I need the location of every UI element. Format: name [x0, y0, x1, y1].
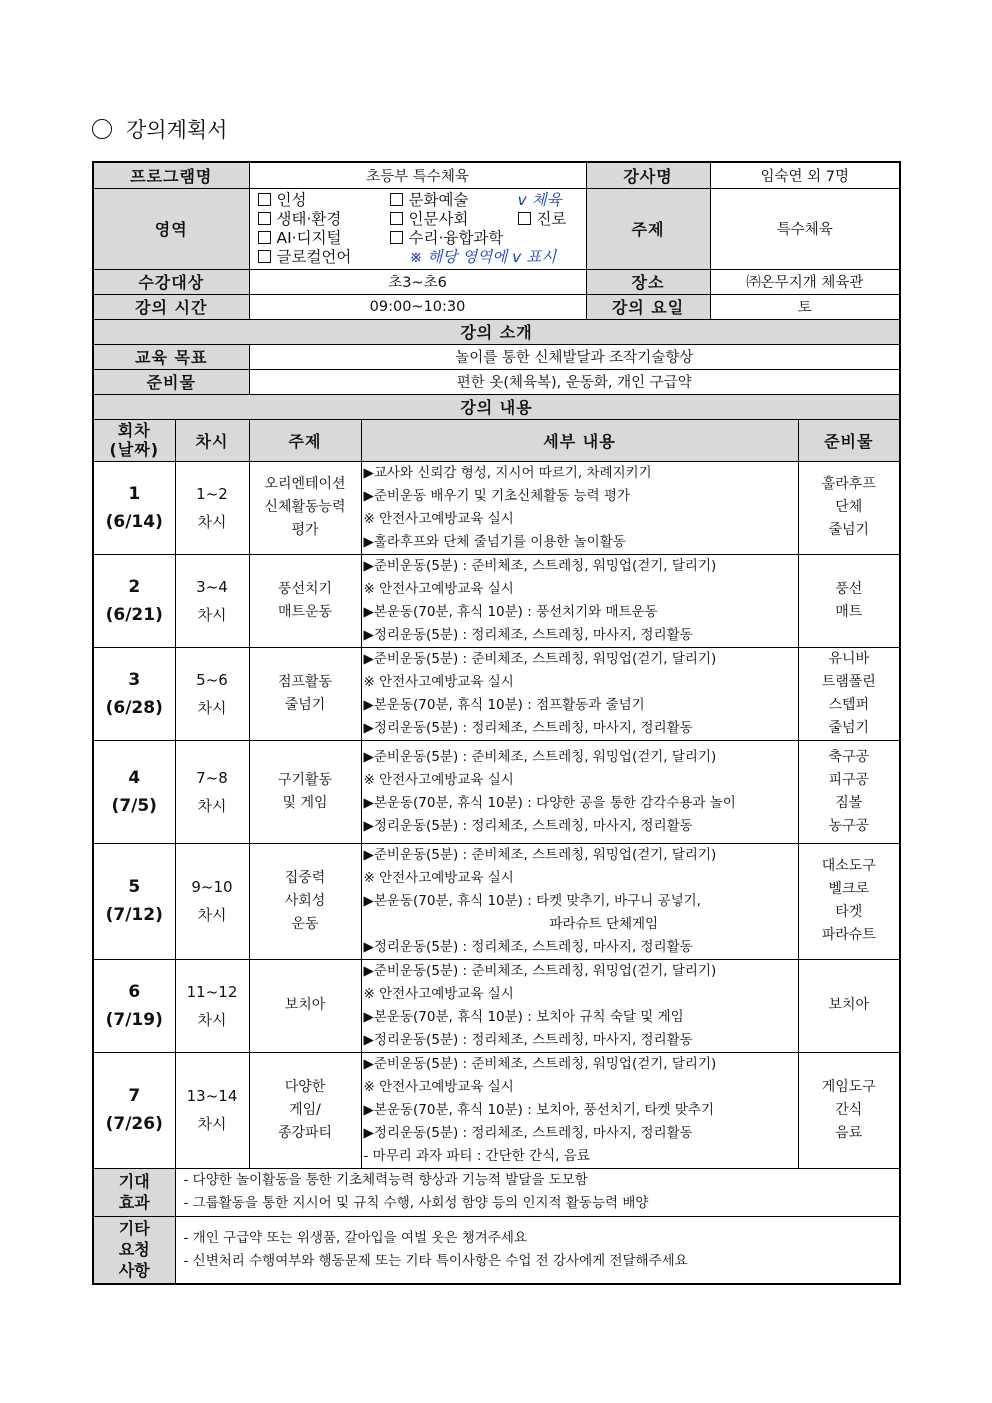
detail-line: ▶준비운동 배우기 및 기초신체활동 능력 평가: [363, 487, 631, 504]
session-number: 3: [128, 669, 141, 690]
detail-cell: [361, 1052, 798, 1168]
detail-line: ▶준비운동(5분) : 준비체조, 스트레칭, 워밍업(걷기, 달리기): [363, 1055, 717, 1072]
period-cell: [175, 959, 249, 1052]
session-cell: [93, 554, 175, 647]
supplies-label: 준비물: [93, 369, 249, 394]
topic-cell: [249, 1052, 361, 1168]
detail-line: ▶교사와 신뢰감 형성, 지시어 따르기, 차례지키기: [363, 464, 652, 481]
topic-line: 구기활동: [277, 771, 333, 788]
area-checklist: [249, 188, 586, 269]
material-item: 풍선: [835, 580, 863, 597]
session-cell: [93, 843, 175, 959]
session-date: (7/19): [105, 1009, 163, 1030]
detail-line: ▶정리운동(5분) : 정리체조, 스트레칭, 마사지, 정리활동: [363, 1124, 693, 1141]
period-unit: 차시: [197, 698, 227, 717]
period-range: 1~2: [196, 484, 228, 503]
topic-cell: [249, 647, 361, 740]
requests-label-line: 요청: [118, 1240, 150, 1260]
detail-cell: [361, 959, 798, 1052]
effects-label-line: 기대: [118, 1172, 150, 1191]
topic-line: 매트운동: [277, 603, 333, 620]
session-number: 5: [128, 877, 141, 897]
checkbox-icon: [390, 212, 403, 225]
topic-line: 다양한: [284, 1078, 326, 1095]
circle-bullet-icon: [92, 119, 112, 139]
period-unit: 차시: [197, 605, 227, 624]
session-cell: [93, 647, 175, 740]
requests-label-line: 사항: [118, 1261, 150, 1281]
topic-cell: [249, 843, 361, 959]
document-title: [92, 114, 227, 144]
detail-line: ▶준비운동(5분) : 준비체조, 스트레칭, 워밍업(걷기, 달리기): [363, 557, 717, 574]
time-value: 09:00~10:30: [249, 294, 586, 319]
detail-line: ▶정리운동(5분) : 정리체조, 스트레칭, 마사지, 정리활동: [363, 626, 693, 643]
area-item: 진로: [536, 209, 567, 228]
session-number: 7: [128, 1086, 141, 1106]
material-item: 피구공: [828, 771, 870, 788]
detail-cell: [361, 843, 798, 959]
instructor-value: 임숙연 외 7명: [710, 162, 900, 188]
period-unit: 차시: [197, 1115, 227, 1133]
session-date: (7/26): [105, 1114, 163, 1134]
topic-header: 주제: [249, 419, 361, 461]
area-item-checked: v 체육: [517, 190, 562, 209]
effects-label-line: 효과: [118, 1193, 150, 1212]
program-value: 초등부 특수체육: [249, 162, 586, 188]
material-item: 게임도구: [821, 1078, 876, 1095]
topic-line: 풍선치기: [277, 580, 333, 597]
day-label: 강의 요일: [586, 294, 710, 319]
subject-value: 특수체육: [710, 188, 900, 269]
session-row: [93, 461, 900, 554]
period-cell: [175, 843, 249, 959]
topic-line: 사회성: [284, 892, 326, 909]
topic-line: 게임/: [289, 1101, 321, 1118]
topic-line: 점프활동: [277, 673, 333, 690]
material-item: 대소도구: [821, 858, 876, 874]
topic-line: 종강파티: [277, 1124, 333, 1141]
material-item: 축구공: [828, 748, 870, 765]
detail-line: ▶준비운동(5분) : 준비체조, 스트레칭, 워밍업(걷기, 달리기): [363, 962, 717, 979]
detail-line: ※ 안전사고예방교육 실시: [363, 985, 514, 1002]
materials-cell: [798, 554, 900, 647]
topic-line: 신체활동능력: [264, 499, 346, 515]
session-cell: [93, 740, 175, 843]
checkbox-icon: [258, 231, 271, 244]
topic-line: 및 게임: [282, 794, 328, 811]
material-item: 스텝퍼: [828, 696, 870, 713]
material-item: 간식: [835, 1101, 863, 1118]
requests-content: [175, 1216, 900, 1284]
material-item: 보치아: [828, 997, 870, 1013]
topic-cell: [249, 461, 361, 554]
materials-header: 준비물: [798, 419, 900, 461]
material-item: 단체: [835, 499, 863, 515]
topic-line: 운동: [291, 915, 319, 932]
session-row: [93, 843, 900, 959]
detail-cell: [361, 461, 798, 554]
requests-line: - 개인 구급약 또는 위생품, 갈아입을 여벌 옷은 챙겨주세요: [183, 1229, 527, 1246]
period-cell: [175, 647, 249, 740]
session-number: 2: [128, 576, 141, 597]
period-range: 7~8: [196, 768, 228, 787]
session-cell: [93, 461, 175, 554]
area-item: 인문사회: [408, 209, 469, 228]
intro-section-header: 강의 소개: [93, 319, 900, 344]
place-label: 장소: [586, 269, 710, 294]
detail-line: 파라슈트 단체게임: [549, 915, 659, 932]
goal-value: 놀이를 통한 신체발달과 조작기술향상: [249, 344, 900, 369]
detail-line: ▶본운동(70분, 휴식 10분) : 풍선치기와 매트운동: [363, 603, 658, 620]
topic-line: 오리엔테이션: [264, 476, 346, 492]
detail-line: ※ 안전사고예방교육 실시: [363, 771, 514, 788]
period-unit: 차시: [197, 1010, 227, 1029]
area-item: 수리·융합과학: [408, 228, 504, 247]
materials-cell: [798, 461, 900, 554]
period-unit: 차시: [197, 906, 227, 924]
session-cell: [93, 1052, 175, 1168]
area-note: ※ 해당 영역에 v 표시: [409, 247, 557, 266]
session-number: 4: [128, 767, 141, 788]
title-text: 강의계획서: [126, 118, 228, 142]
detail-line: ▶준비운동(5분) : 준비체조, 스트레칭, 워밍업(걷기, 달리기): [363, 846, 717, 863]
period-range: 13~14: [186, 1087, 238, 1105]
session-row: [93, 1052, 900, 1168]
detail-line: ▶본운동(70분, 휴식 10분) : 다양한 공을 통한 감각수용과 놀이: [363, 794, 736, 811]
period-range: 5~6: [196, 670, 228, 689]
topic-cell: [249, 554, 361, 647]
subject-label: 주제: [586, 188, 710, 269]
materials-cell: [798, 843, 900, 959]
detail-line: ▶본운동(70분, 휴식 10분) : 점프활동과 줄넘기: [363, 696, 645, 713]
topic-line: 줄넘기: [284, 696, 326, 713]
session-date: (7/12): [105, 905, 163, 925]
topic-line: 보치아: [284, 997, 326, 1013]
detail-line: ※ 안전사고예방교육 실시: [363, 869, 514, 886]
area-item: 글로컬언어: [276, 247, 352, 266]
checkbox-icon: [258, 250, 271, 263]
detail-header: 세부 내용: [361, 419, 798, 461]
target-label: 수강대상: [93, 269, 249, 294]
period-cell: [175, 740, 249, 843]
area-label: 영역: [93, 188, 249, 269]
checkbox-icon: [518, 212, 531, 225]
material-item: 트램폴린: [821, 673, 876, 690]
period-range: 11~12: [186, 982, 238, 1001]
material-item: 줄넘기: [828, 719, 870, 736]
period-cell: [175, 1052, 249, 1168]
area-item: 생태·환경: [276, 209, 342, 228]
detail-cell: [361, 647, 798, 740]
materials-cell: [798, 740, 900, 843]
session-row: [93, 959, 900, 1052]
topic-line: 집중력: [284, 869, 326, 886]
topic-cell: [249, 959, 361, 1052]
supplies-value: 편한 옷(체육복), 운동화, 개인 구급약: [249, 369, 900, 394]
session-cell: [93, 959, 175, 1052]
material-item: 음료: [835, 1124, 863, 1141]
material-item: 훌라후프: [821, 476, 876, 492]
detail-line: ▶정리운동(5분) : 정리체조, 스트레칭, 마사지, 정리활동: [363, 719, 693, 736]
place-value: ㈜온무지개 체육관: [710, 269, 900, 294]
materials-cell: [798, 1052, 900, 1168]
detail-cell: [361, 740, 798, 843]
material-item: 짐볼: [835, 794, 863, 811]
detail-line: - 마무리 과자 파티 : 간단한 간식, 음료: [363, 1147, 590, 1164]
session-date: (6/21): [105, 604, 163, 625]
material-item: 매트: [835, 603, 863, 620]
requests-label-line: 기타: [118, 1219, 150, 1239]
detail-line: ▶본운동(70분, 휴식 10분) : 보치아 규칙 숙달 및 게임: [363, 1008, 684, 1025]
period-cell: [175, 554, 249, 647]
detail-line: ※ 안전사고예방교육 실시: [363, 580, 514, 597]
material-item: 파라슈트: [821, 927, 876, 943]
detail-line: ▶정리운동(5분) : 정리체조, 스트레칭, 마사지, 정리활동: [363, 1031, 693, 1048]
effects-content: [175, 1168, 900, 1216]
materials-cell: [798, 647, 900, 740]
detail-line: ▶훌라후프와 단체 줄넘기를 이용한 놀이활동: [363, 533, 626, 550]
checkbox-icon: [390, 193, 403, 206]
day-value: 토: [710, 294, 900, 319]
material-item: 타겟: [835, 904, 863, 920]
materials-cell: [798, 959, 900, 1052]
requests-label: [93, 1216, 175, 1284]
period-header: 차시: [175, 419, 249, 461]
area-item: 인성: [276, 190, 307, 209]
detail-line: ※ 안전사고예방교육 실시: [363, 673, 514, 690]
topic-line: 평가: [291, 522, 319, 538]
session-date: (6/28): [105, 697, 163, 718]
detail-line: ▶본운동(70분, 휴식 10분) : 보치아, 풍선치기, 타켓 맞추기: [363, 1101, 715, 1118]
content-section-header: 강의 내용: [93, 394, 900, 419]
checkbox-icon: [258, 212, 271, 225]
detail-cell: [361, 554, 798, 647]
detail-line: ▶준비운동(5분) : 준비체조, 스트레칭, 워밍업(걷기, 달리기): [363, 748, 717, 765]
session-date: (6/14): [105, 511, 163, 532]
session-row: [93, 554, 900, 647]
period-unit: 차시: [197, 512, 227, 531]
period-cell: [175, 461, 249, 554]
detail-line: ▶본운동(70분, 휴식 10분) : 타켓 맞추기, 바구니 공넣기,: [363, 892, 701, 909]
checkbox-icon: [258, 193, 271, 206]
effects-label: [93, 1168, 175, 1216]
checkbox-icon: [390, 231, 403, 244]
period-range: 9~10: [191, 878, 233, 896]
material-item: 유니바: [828, 650, 870, 667]
area-item: 문화예술: [408, 190, 469, 209]
session-row: [93, 740, 900, 843]
material-item: 벨크로: [828, 881, 870, 897]
area-item: AI·디지털: [276, 228, 342, 247]
effects-line: - 다양한 놀이활동을 통한 기초체력능력 향상과 기능적 발달을 도모함: [183, 1172, 588, 1188]
session-number: 6: [128, 981, 141, 1002]
session-header: 회차 (날짜): [93, 419, 175, 461]
detail-line: ▶준비운동(5분) : 준비체조, 스트레칭, 워밍업(걷기, 달리기): [363, 650, 717, 667]
detail-line: ※ 안전사고예방교육 실시: [363, 510, 514, 527]
session-date: (7/5): [111, 795, 157, 816]
detail-line: ▶정리운동(5분) : 정리체조, 스트레칭, 마사지, 정리활동: [363, 938, 693, 955]
time-label: 강의 시간: [93, 294, 249, 319]
requests-line: - 신변처리 수행여부와 행동문제 또는 기타 특이사항은 수업 전 강사에게 전달해주세요: [183, 1252, 688, 1269]
program-label: 프로그램명: [93, 162, 249, 188]
lecture-plan-table: [92, 161, 901, 1285]
material-item: 줄넘기: [828, 522, 870, 538]
goal-label: 교육 목표: [93, 344, 249, 369]
session-number: 1: [128, 483, 141, 504]
session-row: [93, 647, 900, 740]
period-range: 3~4: [196, 577, 228, 596]
detail-line: ▶정리운동(5분) : 정리체조, 스트레칭, 마사지, 정리활동: [363, 817, 693, 834]
effects-line: - 그룹활동을 통한 지시어 및 규칙 수행, 사회성 함양 등의 인지적 활동능력 배양: [183, 1195, 649, 1211]
topic-cell: [249, 740, 361, 843]
detail-line: ※ 안전사고예방교육 실시: [363, 1078, 514, 1095]
period-unit: 차시: [197, 796, 227, 815]
target-value: 초3~초6: [249, 269, 586, 294]
instructor-label: 강사명: [586, 162, 710, 188]
material-item: 농구공: [828, 817, 870, 834]
